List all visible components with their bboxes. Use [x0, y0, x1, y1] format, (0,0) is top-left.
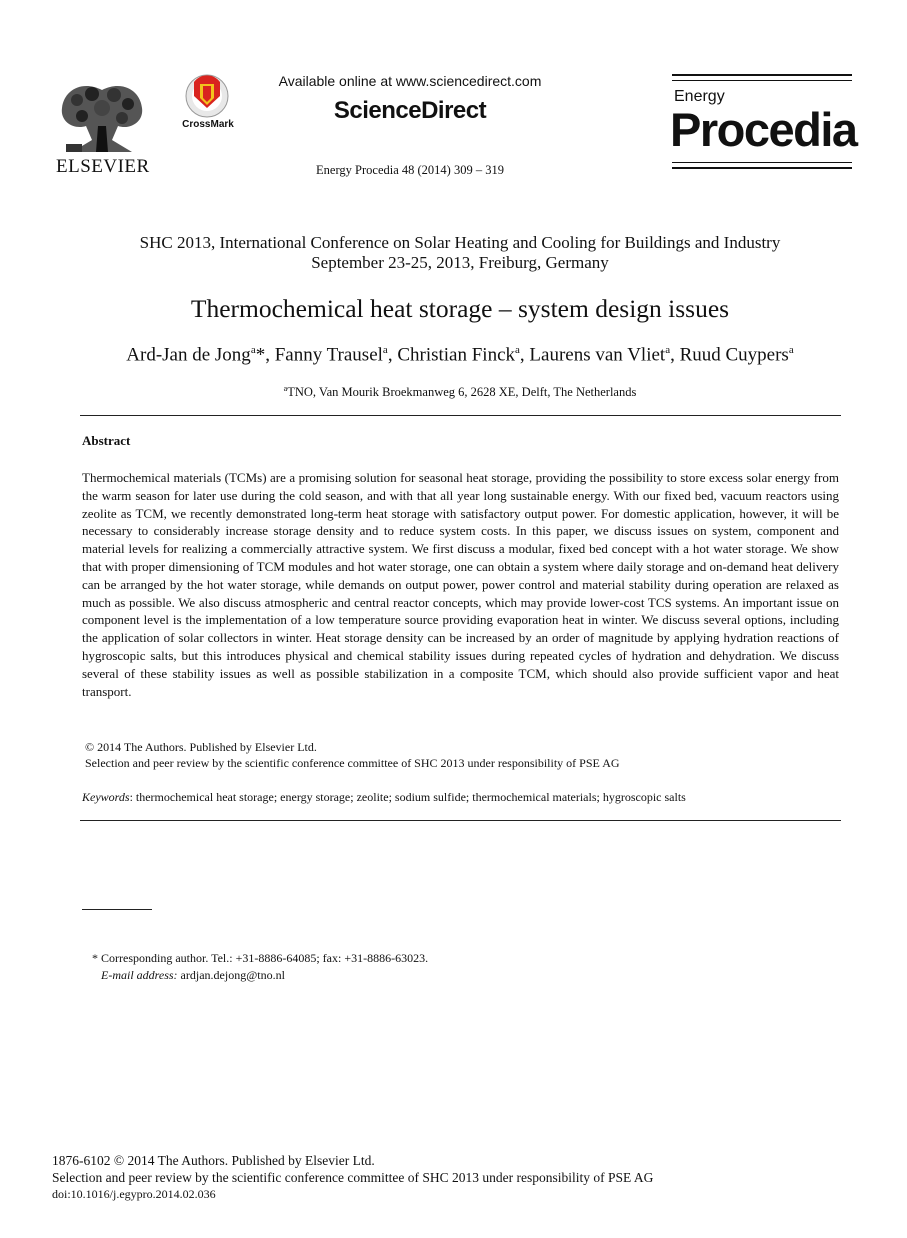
bottom-divider: [80, 820, 841, 821]
author-affiliation-mark: a: [515, 344, 520, 356]
abstract-heading: Abstract: [82, 433, 131, 448]
author-separator: ,: [519, 344, 530, 366]
affiliation: [40, 384, 880, 400]
publisher-wordmark: ELSEVIER: [56, 156, 150, 177]
peer-review-statement: Selection and peer review by the scientific conference committee of SHC 2013 under responsibility of PSE AG: [52, 1170, 654, 1185]
journal-logo-top-rules: [672, 74, 852, 85]
doi-link[interactable]: doi:10.1016/j.egypro.2014.02.036: [52, 1187, 216, 1201]
author-name: Fanny Trausel: [274, 344, 383, 366]
keywords-text: : thermochemical heat storage; energy storage; zeolite; sodium sulfide; thermochemical materials; hygroscopic salts: [129, 790, 686, 804]
affiliation-text: TNO, Van Mourik Broekmanweg 6, 2628 XE, Delft, The Netherlands: [287, 385, 637, 400]
email-label: E-mail address:: [101, 968, 178, 982]
keywords-label: Keywords: [82, 790, 130, 804]
journal-logo-small: Energy: [674, 88, 725, 105]
corresponding-author-footnote: [92, 950, 792, 984]
conference-line-1: SHC 2013, International Conference on Solar Heating and Cooling for Buildings and Industry: [139, 233, 781, 252]
top-divider: [80, 415, 841, 416]
author-affiliation-mark: a: [665, 344, 671, 356]
page-footer: [52, 1152, 872, 1203]
conference-line-2: September 23-25, 2013, Freiburg, Germany: [311, 253, 609, 272]
author-name: Laurens van Vliet: [529, 344, 666, 366]
copyright-line-2: Selection and peer review by the scientific conference committee of SHC 2013 under responsibility of PSE AG: [85, 756, 620, 770]
author-list: [40, 344, 880, 366]
available-online-text: Available online at www.sciencedirect.com: [278, 73, 542, 89]
author-affiliation-mark: a: [788, 344, 794, 356]
footnote-rule: [82, 909, 152, 910]
author-affiliation-mark: a: [382, 344, 388, 356]
author-name: Ard-Jan de Jong: [126, 344, 251, 366]
journal-logo-big: Procedia: [670, 103, 857, 156]
email-line: [92, 967, 792, 984]
elsevier-tree-logo: [52, 70, 152, 160]
affiliation-mark: a: [283, 384, 288, 393]
sciencedirect-wordmark: ScienceDirect: [333, 97, 487, 124]
journal-reference: Energy Procedia 48 (2014) 309 – 319: [316, 163, 504, 177]
issn-copyright: 1876-6102 © 2014 The Authors. Published by Elsevier Ltd.: [52, 1153, 375, 1168]
author-separator: ,: [387, 344, 398, 366]
keywords: [82, 790, 839, 805]
author-affiliation-mark: a: [250, 344, 256, 356]
copyright-line-1: © 2014 The Authors. Published by Elsevier Ltd.: [85, 740, 317, 754]
copyright-notice: [85, 739, 825, 771]
author-separator: ,: [670, 344, 680, 366]
corresponding-author-line: * Corresponding author. Tel.: +31-8886-64085; fax: +31-8886-63023.: [92, 951, 429, 965]
crossmark-label: CrossMark: [182, 119, 234, 130]
conference-info: [60, 233, 860, 273]
abstract-body: Thermochemical materials (TCMs) are a promising solution for seasonal heat storage, providing the possibility to store excess solar energy from the warm season for later use during the cold season, and with that all year long sustainable energy. With our fixed bed, vacuum reactors using zeolite as TCM, we recently demonstrated long-term heat storage with satisfactory output power. For domestic application, however, it will be necessary to considerably increase storage density and to reduce system costs. In this paper, we discuss issues on system, component and material levels for realizing a commercially attractive system. We first discuss a modular, fixed bed concept with a hot water storage. We show that with proper dimensioning of TCM modules and hot water storage, one can obtain a system where daily storage and on-demand heat delivery can be arranged by the hot water storage, while demands on output power, power control and material stability during operation are relaxed as much as possible. We also discuss atmospheric and central reactor concepts, which may provide lower-cost TCS systems. An important issue on component level is the implementation of a low temperature source providing evaporation heat in winter. We discuss several options, including the application of solar collectors in winter. Heat storage density can be increased by an order of magnitude by applying hydration reactions of hygroscopic salts, but this introduces physical and chemical stability issues during repeated cycles of hydration and dehydration. We discuss several of these stability issues as well as possible stabilization in a composite TCM, which should also provide sufficient vapor and heat transport.: [82, 470, 839, 699]
journal-logo-bottom-rules: [672, 162, 852, 173]
author-separator: *,: [255, 344, 275, 366]
email-address[interactable]: ardjan.dejong@tno.nl: [177, 968, 285, 982]
author-name: Ruud Cuypers: [679, 344, 789, 366]
author-name: Christian Finck: [397, 344, 516, 366]
paper-title: Thermochemical heat storage – system design issues: [190, 294, 730, 323]
